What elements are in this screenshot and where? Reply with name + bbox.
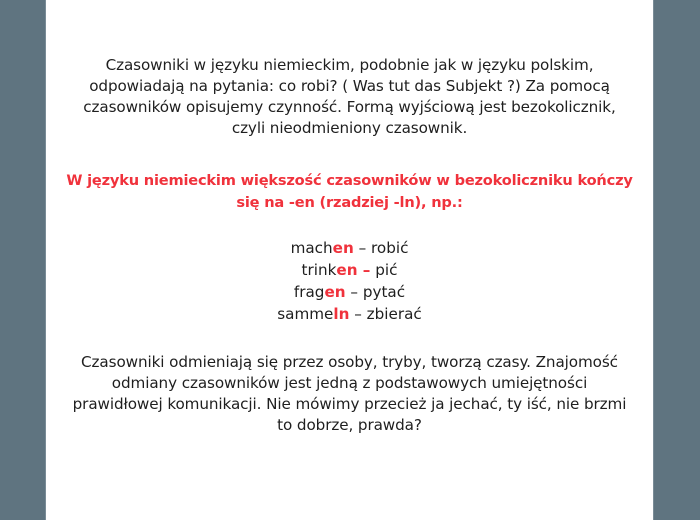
verb-stem: trink bbox=[301, 261, 337, 279]
intro-paragraph bbox=[46, 55, 653, 139]
verb-translation: zbierać bbox=[366, 305, 422, 323]
outro-paragraph bbox=[46, 352, 653, 436]
verb-translation: robić bbox=[371, 239, 409, 257]
intro-line: czyli nieodmieniony czasownik. bbox=[231, 119, 468, 137]
content-panel bbox=[45, 0, 654, 520]
verb-translation: pić bbox=[375, 261, 398, 279]
verb-separator: – bbox=[353, 239, 372, 257]
heading-line: W języku niemieckim większość czasowników w bezokoliczniku kończy bbox=[66, 172, 633, 189]
verb-examples-list bbox=[46, 237, 653, 325]
outro-line: to dobrze, prawda? bbox=[277, 416, 422, 434]
verb-separator: – bbox=[345, 283, 363, 301]
intro-line: czasowników opisujemy czynność. Formą wyjściową jest bezokolicznik, bbox=[83, 98, 616, 116]
verb-separator: – bbox=[349, 305, 367, 323]
outro-line: prawidłowej komunikacji. Nie mówimy przecież ja jechać, ty iść, nie brzmi bbox=[72, 395, 627, 413]
intro-line: Czasowniki w języku niemieckim, podobnie jak w języku polskim, bbox=[105, 56, 594, 74]
heading-line: się na -en (rzadziej -ln), np.: bbox=[236, 194, 463, 211]
outro-line: odmiany czasowników jest jedną z podstawowych umiejętności bbox=[111, 374, 588, 392]
verb-stem: frag bbox=[293, 283, 325, 301]
verb-example bbox=[46, 237, 653, 259]
verb-example bbox=[46, 259, 653, 281]
verb-ending: ln bbox=[333, 305, 350, 323]
verb-example bbox=[46, 303, 653, 325]
verb-stem: samme bbox=[277, 305, 334, 323]
verb-stem: mach bbox=[290, 239, 333, 257]
verb-ending: en bbox=[332, 239, 354, 257]
verb-ending: en bbox=[324, 283, 346, 301]
verb-translation: pytać bbox=[362, 283, 406, 301]
highlight-heading bbox=[46, 170, 653, 214]
verb-example bbox=[46, 281, 653, 303]
verb-ending: en – bbox=[336, 261, 371, 279]
intro-line: odpowiadają na pytania: co robi? ( Was tut das Subjekt ?) Za pomocą bbox=[89, 77, 610, 95]
outro-line: Czasowniki odmieniają się przez osoby, tryby, tworzą czasy. Znajomość bbox=[81, 353, 618, 371]
